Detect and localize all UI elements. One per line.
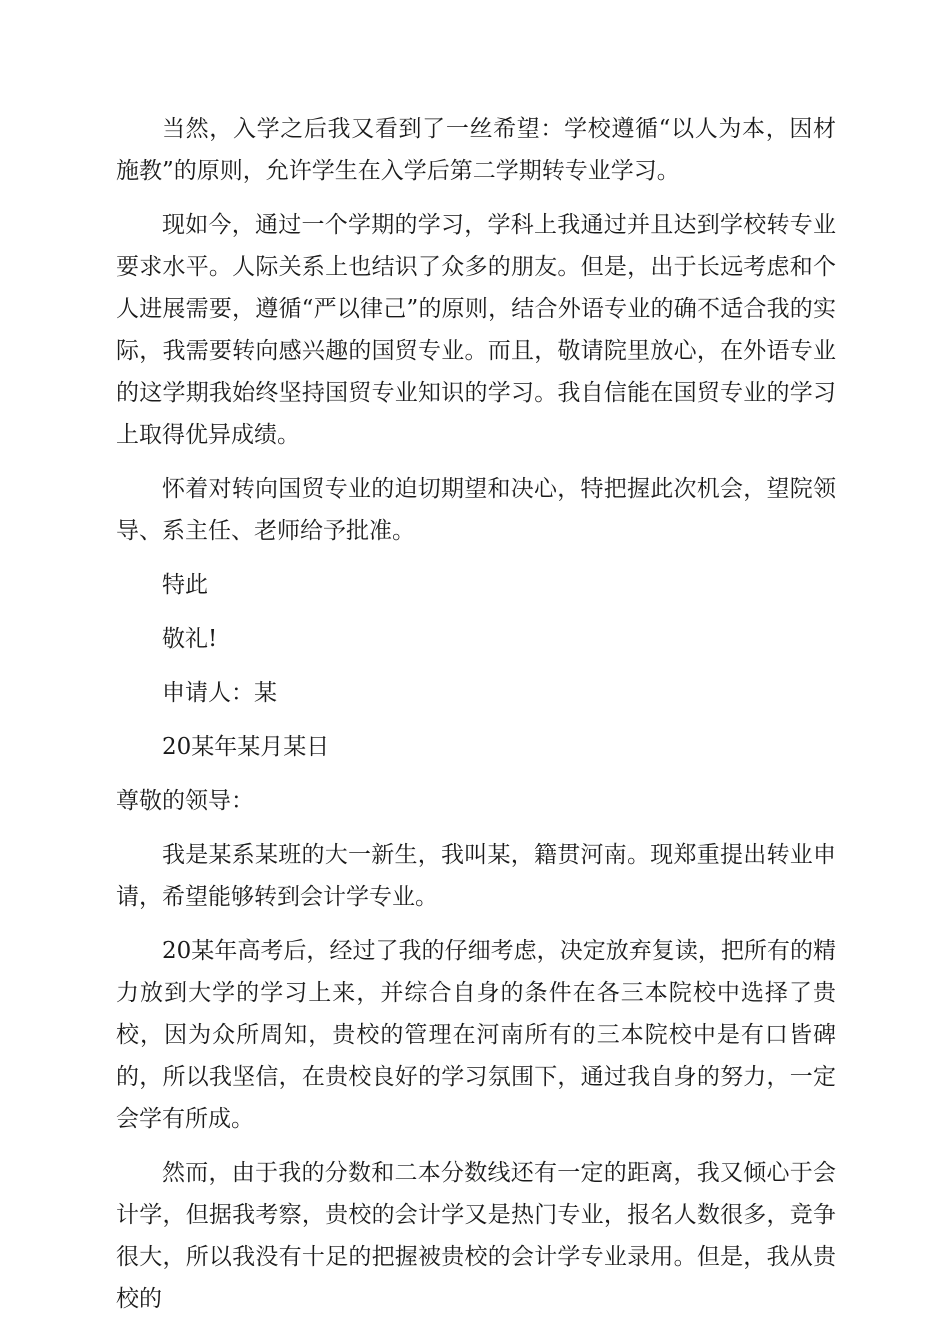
paragraph: 当然，入学之后我又看到了一丝希望：学校遵循“以人为本，因材施教”的原则，允许学生在入学后第二学期转专业学习。 (116, 116, 836, 184)
paragraph: 我是某系某班的大一新生，我叫某，籍贯河南。现郑重提出转业申请，希望能够转到会计学专业。 (116, 842, 836, 910)
date-line: 20某年某月某日 (162, 734, 330, 760)
document-page (116, 108, 836, 1332)
paragraph: 现如今，通过一个学期的学习，学科上我通过并且达到学校转专业要求水平。人际关系上也结识了众多的朋友。但是，出于长远考虑和个人进展需要，遵循“严以律己”的原则，结合外语专业的确不适合我的实际，我需要转向感兴趣的国贸专业。而且，敬请院里放心，在外语专业的这学期我始终坚持国贸专业知识的学习。我自信能在国贸专业的学习上取得优异成绩。 (116, 212, 836, 448)
paragraph: 20某年高考后，经过了我的仔细考虑，决定放弃复读，把所有的精力放到大学的学习上来，并综合自身的条件在各三本院校中选择了贵校，因为众所周知，贵校的管理在河南所有的三本院校中是有口皆碑的，所以我坚信，在贵校良好的学习氛围下，通过我自身的努力，一定会学有所成。 (116, 938, 836, 1132)
closing-line: 特此 (162, 572, 208, 598)
salutation: 尊敬的领导： (116, 788, 254, 814)
applicant-line: 申请人：某 (162, 680, 277, 706)
closing-salute: 敬礼! (162, 626, 218, 652)
paragraph: 怀着对转向国贸专业的迫切期望和决心，特把握此次机会，望院领导、系主任、老师给予批准。 (116, 476, 836, 544)
paragraph: 然而，由于我的分数和二本分数线还有一定的距离，我又倾心于会计学，但据我考察，贵校的会计学又是热门专业，报名人数很多，竞争很大，所以我没有十足的把握被贵校的会计学专业录用。但是，我从贵校的 (116, 1160, 836, 1312)
